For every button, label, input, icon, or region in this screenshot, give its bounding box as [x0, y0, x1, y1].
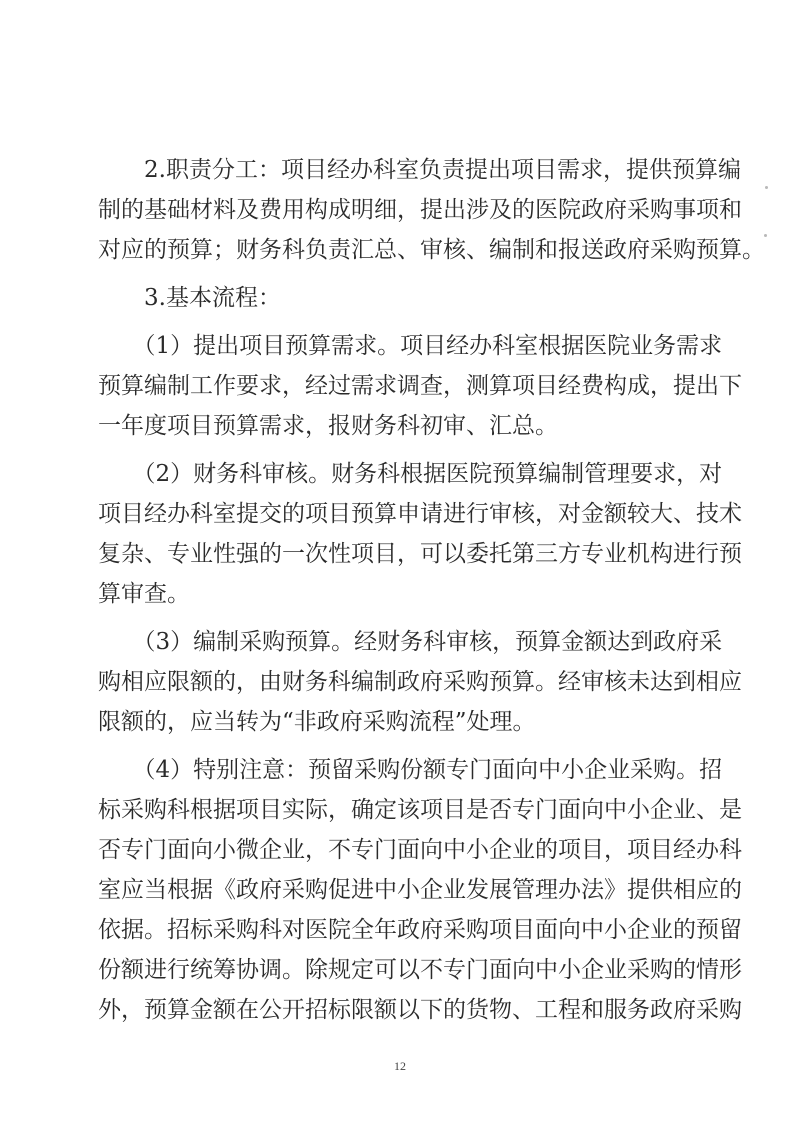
text-line: 项目经办科室提交的项目预算申请进行审核，对金额较大、技术: [98, 501, 742, 527]
text-line: 份额进行统筹协调。除规定可以不专门面向中小企业采购的情形: [98, 957, 742, 983]
text-line: 2.职责分工：项目经办科室负责提出项目需求，提供预算编: [98, 157, 741, 183]
text-line: 预算编制工作要求，经过需求调查，测算项目经费构成，提出下: [98, 373, 742, 399]
text-line: 复杂、专业性强的一次性项目，可以委托第三方专业机构进行预: [98, 541, 742, 567]
paragraph-step-1: [98, 326, 742, 446]
text-line: （3）编制采购预算。经财务科审核，预算金额达到政府采: [98, 629, 723, 655]
paragraph-step-3: [98, 622, 742, 742]
paragraph-step-2: [98, 454, 742, 614]
scan-speck: [765, 186, 768, 189]
text-line: 室应当根据《政府采购促进中小企业发展管理办法》提供相应的: [98, 877, 742, 903]
document-body: [98, 150, 765, 1030]
page-number: 12: [394, 1059, 406, 1073]
text-line: 否专门面向小微企业，不专门面向中小企业的项目，项目经办科: [98, 837, 742, 863]
text-line: 依据。招标采购科对医院全年政府采购项目面向中小企业的预留: [98, 917, 742, 943]
text-line: （4）特别注意：预留采购份额专门面向中小企业采购。招: [98, 757, 723, 783]
text-line: （1）提出项目预算需求。项目经办科室根据医院业务需求: [98, 333, 723, 359]
scan-speck: [764, 234, 767, 237]
text-line: 外，预算金额在公开招标限额以下的货物、工程和服务政府采购: [98, 997, 742, 1023]
text-line: 限额的，应当转为“非政府采购流程”处理。: [98, 709, 536, 735]
paragraph-responsibilities: [98, 150, 765, 270]
text-line: 购相应限额的，由财务科编制政府采购预算。经审核未达到相应: [98, 669, 742, 695]
text-line: 3.基本流程：: [98, 285, 281, 311]
text-line: 一年度项目预算需求，报财务科初审、汇总。: [98, 413, 558, 439]
text-line: 算审查。: [98, 581, 190, 607]
paragraph-basic-process-heading: [98, 278, 708, 318]
text-line: 对应的预算；财务科负责汇总、审核、编制和报送政府采购预算。: [98, 237, 765, 263]
paragraph-step-4: [98, 750, 742, 1030]
text-line: 标采购科根据项目实际，确定该项目是否专门面向中小企业、是: [98, 797, 742, 823]
text-line: 制的基础材料及费用构成明细，提出涉及的医院政府采购事项和: [98, 197, 742, 223]
text-line: （2）财务科审核。财务科根据医院预算编制管理要求，对: [98, 461, 723, 487]
